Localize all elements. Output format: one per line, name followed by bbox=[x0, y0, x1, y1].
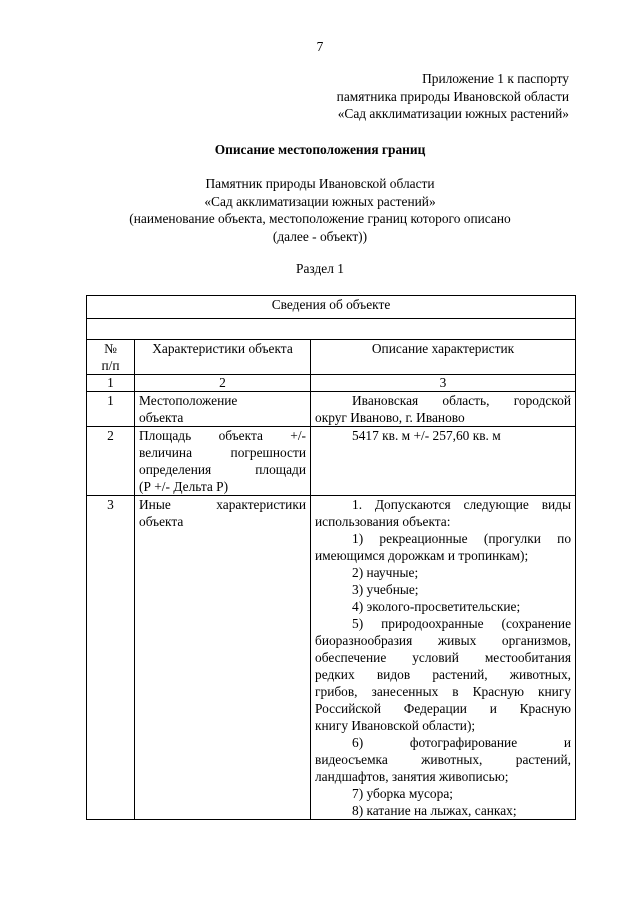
text-line: биоразнообразия живых организмов, bbox=[315, 633, 572, 648]
text-line: 7) уборка мусора; bbox=[352, 786, 453, 801]
column-number: 2 bbox=[135, 375, 311, 392]
text-line: имеющимся дорожкам и тропинкам); bbox=[315, 548, 529, 563]
text-line: величина погрешности bbox=[139, 445, 306, 460]
appendix-line: памятника природы Ивановской области bbox=[336, 88, 569, 104]
text-line: 1) рекреационные (прогулки по bbox=[352, 531, 572, 546]
row-number: 1 bbox=[87, 392, 135, 427]
table-blank-row bbox=[87, 319, 576, 340]
text-line: книгу Ивановской области); bbox=[315, 718, 476, 733]
text-line: 3) учебные; bbox=[352, 582, 419, 597]
column-number: 1 bbox=[87, 375, 135, 392]
text-line: 2) научные; bbox=[352, 565, 419, 580]
text-line: Площадь объекта +/- bbox=[139, 428, 306, 443]
row-description bbox=[311, 427, 576, 496]
text-line: 1. Допускаются следующие виды bbox=[352, 497, 572, 512]
text-line: обеспечение условий местообитания bbox=[315, 650, 572, 665]
row-description bbox=[311, 496, 576, 820]
table-header-row bbox=[87, 340, 576, 375]
object-info-table bbox=[86, 295, 576, 820]
appendix-line: Приложение 1 к паспорту bbox=[422, 71, 569, 86]
text-line: Российской Федерации и Красную bbox=[315, 701, 572, 716]
text-line: Ивановская область, городской bbox=[352, 393, 572, 408]
header-num-line: п/п bbox=[101, 358, 120, 373]
text-line: 5) природоохранные (сохранение bbox=[352, 616, 572, 631]
header-num bbox=[87, 340, 135, 375]
object-name-block bbox=[0, 175, 640, 245]
object-name-caption: (наименование объекта, местоположение границ которого описано bbox=[129, 211, 511, 226]
page-number: 7 bbox=[316, 39, 324, 54]
table-column-numbers-row bbox=[87, 375, 576, 392]
text-line: 8) катание на лыжах, санках; bbox=[352, 803, 517, 818]
table-row bbox=[87, 427, 576, 496]
row-description bbox=[311, 392, 576, 427]
table-row bbox=[87, 496, 576, 820]
text-line: грибов, занесенных в Красную книгу bbox=[315, 684, 572, 699]
table-row bbox=[87, 392, 576, 427]
table-title-row bbox=[87, 296, 576, 319]
document-heading: Описание местоположения границ bbox=[214, 142, 426, 157]
header-num-line: № bbox=[104, 341, 117, 356]
text-line: Местоположение bbox=[139, 393, 238, 408]
table-blank-cell bbox=[87, 319, 576, 340]
object-name-caption: (далее - объект)) bbox=[272, 228, 368, 244]
row-number: 3 bbox=[87, 496, 135, 820]
object-name-line: Памятник природы Ивановской области bbox=[205, 176, 435, 191]
text-line: объекта bbox=[139, 410, 184, 425]
text-line: объекта bbox=[139, 514, 184, 529]
section-title: Раздел 1 bbox=[296, 261, 344, 276]
text-line: Иные характеристики bbox=[139, 497, 306, 512]
appendix-line: «Сад акклиматизации южных растений» bbox=[337, 106, 569, 121]
row-characteristic bbox=[135, 427, 311, 496]
text-line: видеосъемка животных, растений, bbox=[315, 752, 572, 767]
column-number: 3 bbox=[311, 375, 576, 392]
header-description: Описание характеристик bbox=[311, 340, 576, 375]
text-line: 6) фотографирование и bbox=[352, 735, 572, 750]
row-characteristic bbox=[135, 392, 311, 427]
table-title: Сведения об объекте bbox=[87, 296, 576, 319]
text-line: ландшафтов, занятия живописью; bbox=[315, 769, 509, 784]
text-line: определения площади bbox=[139, 462, 306, 477]
header-characteristic: Характеристики объекта bbox=[135, 340, 311, 375]
text-line: использования объекта: bbox=[315, 514, 451, 529]
text-line: редких видов растений, животных, bbox=[315, 667, 572, 682]
text-line: 4) эколого-просветительские; bbox=[352, 599, 521, 614]
row-number: 2 bbox=[87, 427, 135, 496]
appendix-note bbox=[337, 70, 569, 123]
row-characteristic bbox=[135, 496, 311, 820]
text-line: 5417 кв. м +/- 257,60 кв. м bbox=[352, 428, 501, 443]
text-line: (Р +/- Дельта Р) bbox=[139, 479, 229, 494]
text-line: округ Иваново, г. Иваново bbox=[315, 410, 465, 425]
object-name-line: «Сад акклиматизации южных растений» bbox=[204, 193, 436, 209]
